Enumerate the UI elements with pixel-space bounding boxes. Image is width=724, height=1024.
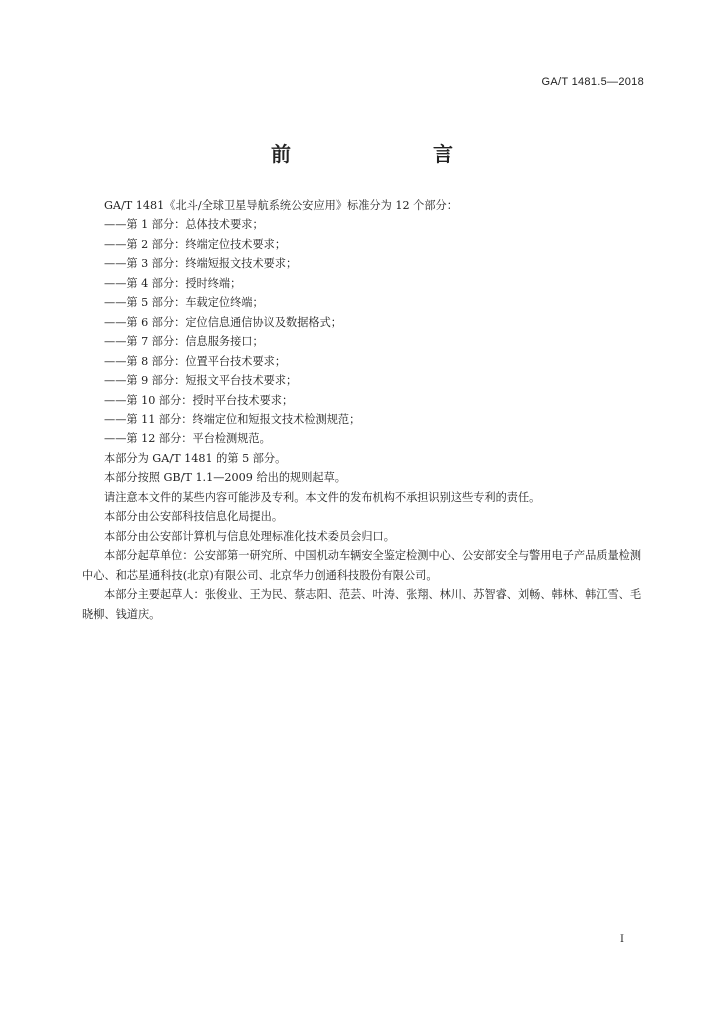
statement-paragraph: 本部分由公安部科技信息化局提出。	[104, 510, 284, 524]
drafting-units-paragraph: 本部分起草单位：公安部第一研究所、中国机动车辆安全鉴定检测中心、公安部安全与警用电子产品质量检测中心、和芯星通科技(北京)有限公司、北京华力创通科技股份有限公司。	[82, 549, 642, 582]
part-list-item: ——第 7 部分：信息服务接口；	[104, 335, 264, 349]
foreword-body	[82, 196, 643, 624]
page-number: I	[620, 934, 624, 945]
part-list-item: ——第 5 部分：车载定位终端；	[104, 296, 264, 310]
part-list-item: ——第 8 部分：位置平台技术要求；	[104, 354, 287, 368]
part-list-item: ——第 10 部分：授时平台技术要求；	[104, 393, 294, 407]
part-list-item: ——第 6 部分：定位信息通信协议及数据格式；	[104, 315, 342, 329]
statement-paragraph: 本部分为 GA/T 1481 的第 5 部分。	[104, 451, 287, 465]
part-list-item: ——第 12 部分：平台检测规范。	[104, 432, 271, 446]
statement-paragraph: 请注意本文件的某些内容可能涉及专利。本文件的发布机构不承担识别这些专利的责任。	[104, 490, 541, 504]
page-title: 前 言	[271, 142, 487, 166]
part-list-item: ——第 2 部分：终端定位技术要求；	[104, 237, 287, 251]
drafters-paragraph: 本部分主要起草人：张俊业、王为民、蔡志阳、范芸、叶涛、张翔、林川、苏智睿、刘畅、韩林、韩江雪、毛晓柳、钱道庆。	[82, 588, 642, 621]
part-list-item: ——第 9 部分：短报文平台技术要求；	[104, 374, 298, 388]
statement-paragraph: 本部分按照 GB/T 1.1—2009 给出的规则起草。	[104, 471, 346, 485]
statement-paragraph: 本部分由公安部计算机与信息处理标准化技术委员会归口。	[104, 529, 395, 543]
intro-paragraph: GA/T 1481《北斗/全球卫星导航系统公安应用》标准分为 12 个部分：	[104, 199, 458, 212]
part-list-item: ——第 1 部分：总体技术要求；	[104, 218, 264, 232]
standard-code: GA/T 1481.5—2018	[541, 76, 644, 88]
part-list-item: ——第 4 部分：授时终端；	[104, 276, 242, 290]
part-list-item: ——第 11 部分：终端定位和短报文技术检测规范；	[104, 412, 361, 426]
part-list-item: ——第 3 部分：终端短报文技术要求；	[104, 257, 298, 271]
